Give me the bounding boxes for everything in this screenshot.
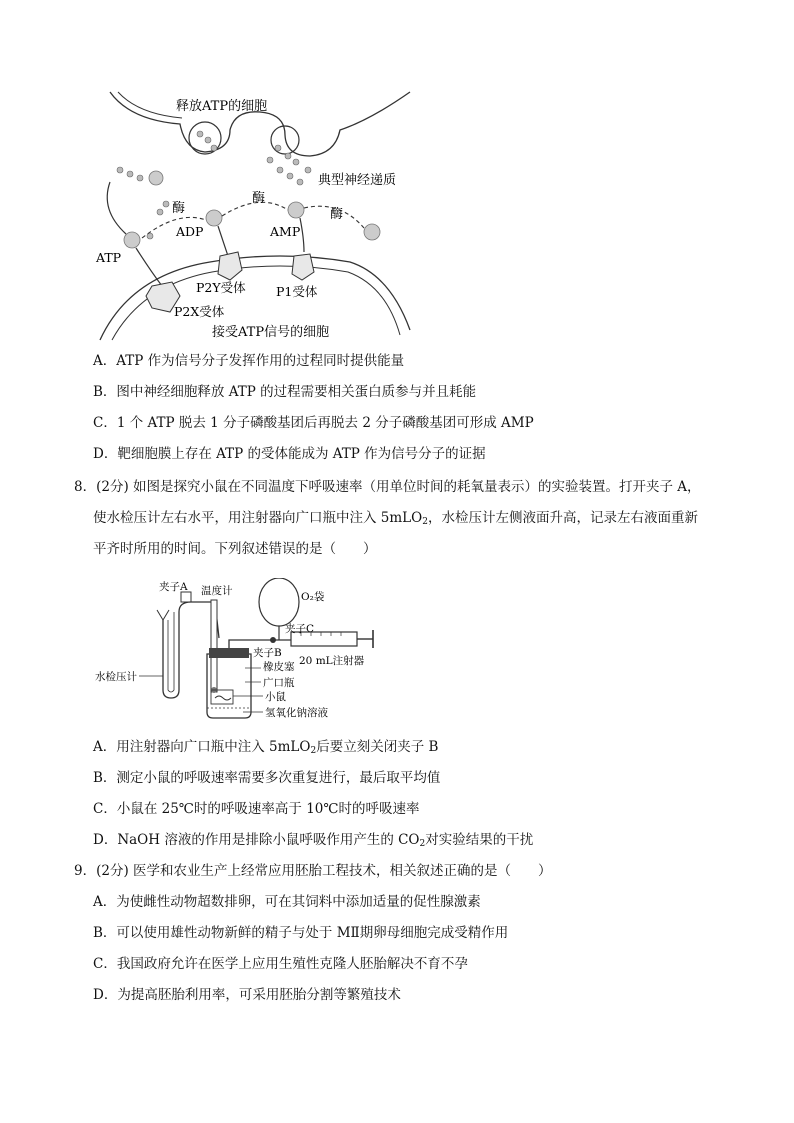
bottle-label: 广口瓶: [263, 677, 295, 689]
q9-option-c: C．我国政府允许在医学上应用生殖性克隆人胚胎解决不育不孕: [93, 956, 468, 972]
enzyme-label-3: 酶: [330, 207, 344, 222]
respiration-apparatus-figure: [95, 578, 395, 720]
q8-stem-line3: 平齐时所用的时间。下列叙述错误的是（ ）: [93, 541, 377, 557]
q9-option-b: B．可以使用雄性动物新鲜的精子与处于 MⅡ期卵母细胞完成受精作用: [93, 925, 509, 941]
q8-option-d: D．NaOH 溶液的作用是排除小鼠呼吸作用产生的 $CO_2$对实验结果的干扰: [93, 832, 534, 849]
syringe-label: 20 mL注射器: [299, 655, 365, 667]
clip-c-label: 夹子C: [285, 623, 315, 635]
enzyme-label-2: 酶: [252, 191, 266, 206]
clip-b-label: 夹子B: [253, 647, 282, 659]
p2x-receptor-label: P2X受体: [174, 304, 225, 319]
atp-label: ATP: [96, 250, 122, 265]
q8-stem-line2: 使水检压计左右水平，用注射器向广口瓶中注入 5mLO$_2$，水检压计左侧液面升高，记录左右液面重新: [93, 510, 698, 527]
p1-receptor-label: P1受体: [276, 284, 318, 299]
q9-stem: 9．(2分) 医学和农业生产上经常应用胚胎工程技术，相关叙述正确的是（ ）: [74, 863, 552, 879]
mouse-label: 小鼠: [265, 691, 286, 703]
atp-signaling-figure: [90, 90, 430, 345]
q7-option-b: B．图中神经细胞释放 ATP 的过程需要相关蛋白质参与并且耗能: [93, 384, 477, 400]
q8-option-c: C．小鼠在 25℃时的呼吸速率高于 10℃时的呼吸速率: [93, 801, 420, 817]
q8-stem-line1: 8．(2分) 如图是探究小鼠在不同温度下呼吸速率（用单位时间的耗氧量表示）的实验装置。打开夹子 A，: [74, 479, 701, 495]
q8-option-a: A．用注射器向广口瓶中注入 5mLO$_2$后要立刻关闭夹子 B: [93, 739, 439, 756]
enzyme-label-1: 酶: [172, 201, 186, 216]
q7-option-c: C．1 个 ATP 脱去 1 分子磷酸基团后再脱去 2 分子磷酸基团可形成 AMP: [93, 415, 534, 431]
receiving-cell-label: 接受ATP信号的细胞: [212, 325, 330, 340]
amp-label: AMP: [270, 224, 301, 239]
q7-option-a: A．ATP 作为信号分子发挥作用的过程同时提供能量: [93, 353, 405, 369]
naoh-label: 氢氧化钠溶液: [265, 707, 328, 719]
q9-option-d: D．为提高胚胎利用率，可采用胚胎分割等繁殖技术: [93, 987, 401, 1003]
release-cell-label: 释放ATP的细胞: [176, 99, 268, 114]
q8-option-b: B．测定小鼠的呼吸速率需要多次重复进行，最后取平均值: [93, 770, 441, 786]
adp-label: ADP: [176, 224, 204, 239]
q9-option-a: A．为使雌性动物超数排卵，可在其饲料中添加适量的促性腺激素: [93, 894, 481, 910]
clip-a-label: 夹子A: [159, 581, 188, 593]
o2-bag-label: O₂袋: [301, 591, 325, 603]
p2y-receptor-label: P2Y受体: [196, 280, 246, 295]
stopper-label: 橡皮塞: [263, 661, 295, 673]
neurotransmitter-label: 典型神经递质: [318, 173, 397, 188]
manometer-label: 水检压计: [95, 671, 137, 683]
q7-option-d: D．靶细胞膜上存在 ATP 的受体能成为 ATP 作为信号分子的证据: [93, 446, 486, 462]
thermometer-label: 温度计: [201, 585, 233, 597]
